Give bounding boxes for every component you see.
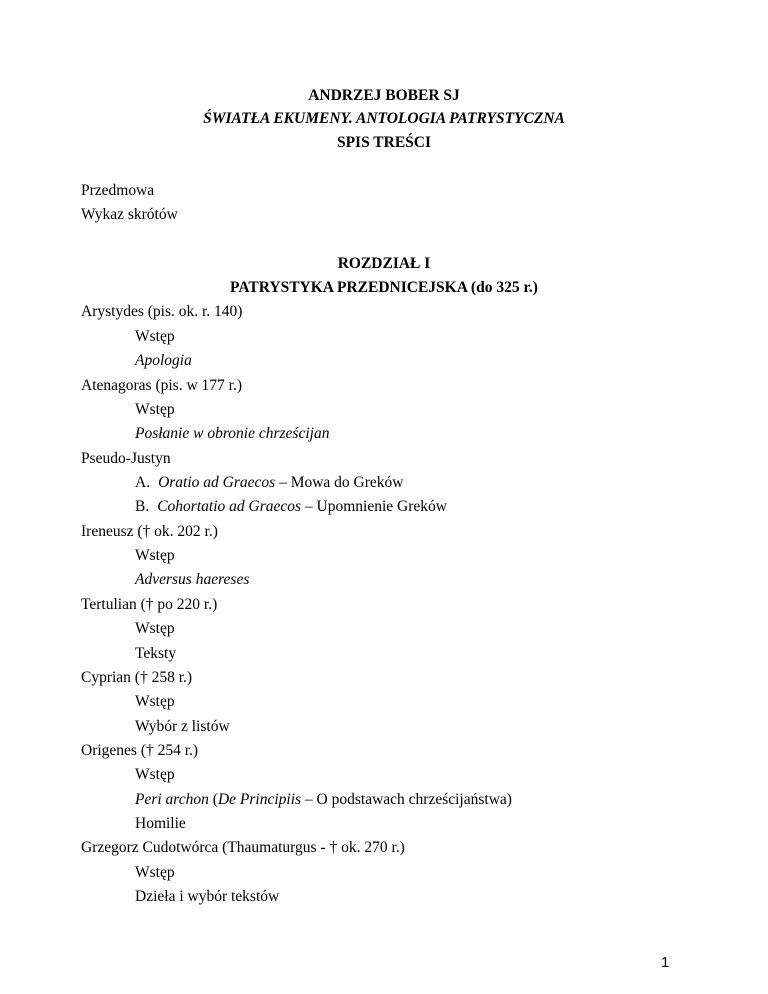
list-marker-a: A. [135,474,151,491]
author-entry-cyprian: Cyprian († 258 r.) [81,669,193,686]
toc-entry-preface: Przedmowa [81,182,155,199]
author-entry-pseudo-justyn: Pseudo-Justyn [81,450,171,467]
subentry-work: Dzieła i wybór tekstów [135,888,280,905]
author-entry-arystydes: Arystydes (pis. ok. r. 140) [81,303,243,320]
work-translation: – O podstawach chrześcijaństwa) [301,791,512,808]
subentry-intro: Wstęp [135,766,175,783]
chapter-number: ROZDZIAŁ I [337,255,431,272]
subentry-work: Wybór z listów [135,718,230,735]
subentry-intro: Wstęp [135,620,175,637]
subentry-intro: Wstęp [135,693,175,710]
work-paren-open: ( [208,791,218,808]
book-title: ŚWIATŁA EKUMENY. ANTOLOGIA PATRYSTYCZNA [203,110,565,127]
author-heading: ANDRZEJ BOBER SJ [308,87,460,104]
toc-heading: SPIS TREŚCI [336,134,432,151]
work-title-cohortatio: Cohortatio ad Graecos [157,498,302,515]
subentry-intro: Wstęp [135,864,175,881]
author-entry-ireneusz: Ireneusz († ok. 202 r.) [81,523,218,540]
author-entry-atenagoras: Atenagoras (pis. w 177 r.) [81,377,242,394]
subentry-work: Posłanie w obronie chrześcijan [135,425,330,442]
subentry-homilies: Homilie [135,815,186,832]
subentry-work: Apologia [135,352,192,369]
author-entry-grzegorz: Grzegorz Cudotwórca (Thaumaturgus - † ok. 270 r.) [81,839,405,856]
subentry-intro: Wstęp [135,547,175,564]
subentry-work [135,791,512,809]
author-entry-tertulian: Tertulian († po 220 r.) [81,596,218,613]
list-marker-b: B. [135,498,150,515]
work-title-oratio: Oratio ad Graecos [158,474,276,491]
subentry-work: Teksty [135,645,177,662]
author-entry-origenes: Origenes († 254 r.) [81,742,199,759]
work-title-peri-archon: Peri archon [135,791,209,808]
subentry-intro: Wstęp [135,401,175,418]
chapter-title: PATRYSTYKA PRZEDNICEJSKA (do 325 r.) [230,279,538,296]
subentry-a [135,474,403,492]
work-translation-oratio: – Mowa do Greków [275,474,404,491]
subentry-b [135,498,447,516]
page-number: 1 [661,954,670,971]
subentry-intro: Wstęp [135,328,175,345]
work-title-de-principiis: De Principiis [217,791,302,808]
toc-entry-abbreviations: Wykaz skrótów [81,206,178,223]
subentry-work: Adversus haereses [135,571,250,588]
work-translation-cohortatio: – Upomnienie Greków [301,498,447,515]
